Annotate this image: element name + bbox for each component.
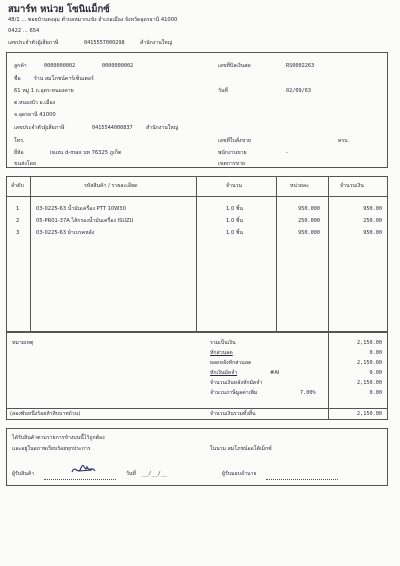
- row-price: 250.000: [298, 218, 320, 224]
- credit-label: ครบ.: [338, 138, 350, 144]
- totals-divider: [6, 408, 388, 409]
- customer-code-2: 0000000002: [102, 63, 134, 69]
- deposit-value: 0.00: [369, 370, 382, 376]
- after-deposit-label: จำนวนเงินหลังหักมัดจำ: [210, 380, 263, 386]
- row-amount: 950.00: [363, 230, 382, 236]
- customer-name-label: ชื่อ: [14, 76, 21, 82]
- row-price: 950.000: [298, 206, 320, 212]
- company-tax-id: 0415557000298: [84, 40, 125, 46]
- receive-date-blank: __/__/__: [142, 471, 167, 477]
- vat-rate: 7.00%: [300, 390, 316, 396]
- totals-box: [6, 332, 388, 420]
- header-price: หน่วยละ: [290, 183, 309, 189]
- receiver-label: ผู้รับสินค้า: [12, 471, 35, 477]
- deposit-tag: #AI: [270, 370, 280, 376]
- customer-phone-label: โทร.: [14, 138, 25, 144]
- customer-address-1: 61 หมู่ 1 ถ.อุดร-หนองคาย: [14, 88, 74, 94]
- salesman-label: พนักงานขาย: [218, 150, 247, 156]
- company-phone: 0422 ... 654: [8, 28, 40, 34]
- col-divider: [276, 176, 277, 332]
- customer-address-3: จ.อุดรธานี 41000: [14, 112, 56, 118]
- sales-area-label: เขตการขาย: [218, 161, 246, 167]
- sales-order-label: เลขที่ใบสั่งขาย: [218, 138, 251, 144]
- row-no: 2: [16, 218, 20, 224]
- receiver-line: [44, 479, 116, 480]
- header-no: ลำดับ: [11, 183, 24, 189]
- header-desc: รหัสสินค้า / รายละเอียด: [84, 183, 138, 189]
- customer-code: 0000000002: [44, 63, 76, 69]
- row-price: 950.000: [298, 230, 320, 236]
- date-label: วันที่: [218, 88, 228, 94]
- approver-line: [266, 479, 338, 480]
- company-address: 48/1 ... ซอยบ้านตงลุม ตำบลหมากแข้ง อำเภอเมือง จังหวัดอุดรธานี 41000: [8, 17, 178, 23]
- header-qty: จำนวน: [226, 183, 242, 189]
- after-discount-label: ยอดหลังหักส่วนลด: [210, 360, 252, 366]
- row-no: 3: [16, 230, 20, 236]
- table-header-divider: [6, 196, 388, 197]
- salesman: -: [286, 150, 288, 156]
- vat-value: 0.00: [369, 390, 382, 396]
- after-discount-value: 2,150.00: [357, 360, 382, 366]
- customer-code-label: ลูกค้า: [14, 63, 27, 69]
- car-info: isuzu d-max บท 76325 ภูเก็ต: [50, 150, 122, 156]
- row-qty: 1.0 ชิ้น: [226, 206, 243, 212]
- col-divider: [30, 176, 31, 332]
- customer-branch: สำนักงานใหญ่: [146, 125, 179, 131]
- remark-label: หมายเหตุ: [12, 340, 34, 346]
- total-label: รวมเป็นเงิน: [210, 340, 236, 346]
- col-divider: [328, 176, 329, 332]
- approver-label: ผู้รับมอบอำนาจ: [222, 471, 257, 477]
- company-tax-label: เลขประจำตัวผู้เสียภาษี: [8, 40, 59, 46]
- row-desc: 05-PR01-37A ไส้กรองน้ำมันเครื่อง ISUZU: [36, 218, 134, 224]
- company-signature: ในนาม สมโภชน์ออโต้เม็กซ์: [210, 446, 272, 452]
- company-name: สมาร์ท หน่วย โซนิแม็กซ์: [8, 4, 110, 15]
- car-label: ยี่ห้อ: [14, 150, 24, 156]
- discount-label: หักส่วนลด: [210, 350, 233, 356]
- customer-tax-id: 0415544000837: [92, 125, 133, 131]
- shipto-label: ขนส่งโดย: [14, 161, 36, 167]
- receiver-signature-icon: [70, 462, 100, 478]
- col-divider: [328, 332, 329, 420]
- receipt-note-2: และอยู่ในสภาพเรียบร้อยทุกประการ: [12, 446, 91, 452]
- deposit-label: หักเงินมัดจำ: [210, 370, 238, 376]
- row-desc: 03-0225-63 ผ้าเบรคหลัง: [36, 230, 95, 236]
- docno: RS0002263: [286, 63, 315, 69]
- total-value: 2,150.00: [357, 340, 382, 346]
- company-branch: สำนักงานใหญ่: [140, 40, 173, 46]
- row-qty: 1.0 ชิ้น: [226, 230, 243, 236]
- docno-label: เลขที่บิลเงินสด: [218, 63, 251, 69]
- doc-date: 02/09/63: [286, 88, 311, 94]
- discount-value: 0.00: [369, 350, 382, 356]
- vat-label: จำนวนภาษีมูลค่าเพิ่ม: [210, 390, 258, 396]
- receive-date-label: วันที่: [126, 471, 136, 477]
- grand-total-value: 2,150.00: [357, 411, 382, 417]
- row-desc: 03-0225-63 น้ำมันเครื่อง PTT 10W30: [36, 206, 126, 212]
- customer-name: ร้าน สมโภชน์คาร์เซ็นเตอร์: [34, 76, 94, 82]
- row-amount: 950.00: [363, 206, 382, 212]
- customer-tax-label: เลขประจำตัวผู้เสียภาษี: [14, 125, 65, 131]
- row-no: 1: [16, 206, 20, 212]
- receipt-note-1: ได้รับสินค้าตามรายการข้างบนนี้ไว้ถูกต้อง: [12, 435, 105, 441]
- customer-address-2: ต.หนองบัว อ.เมือง: [14, 100, 56, 106]
- row-amount: 250.00: [363, 218, 382, 224]
- items-table: [6, 176, 388, 332]
- row-qty: 1.0 ชิ้น: [226, 218, 243, 224]
- grand-total-label: จำนวนเงินรวมทั้งสิ้น: [210, 411, 256, 417]
- header-amount: จำนวนเงิน: [340, 183, 364, 189]
- amount-in-words: (สองพันหนึ่งร้อยห้าสิบบาทถ้วน): [10, 411, 81, 417]
- after-deposit-value: 2,150.00: [357, 380, 382, 386]
- col-divider: [196, 176, 197, 332]
